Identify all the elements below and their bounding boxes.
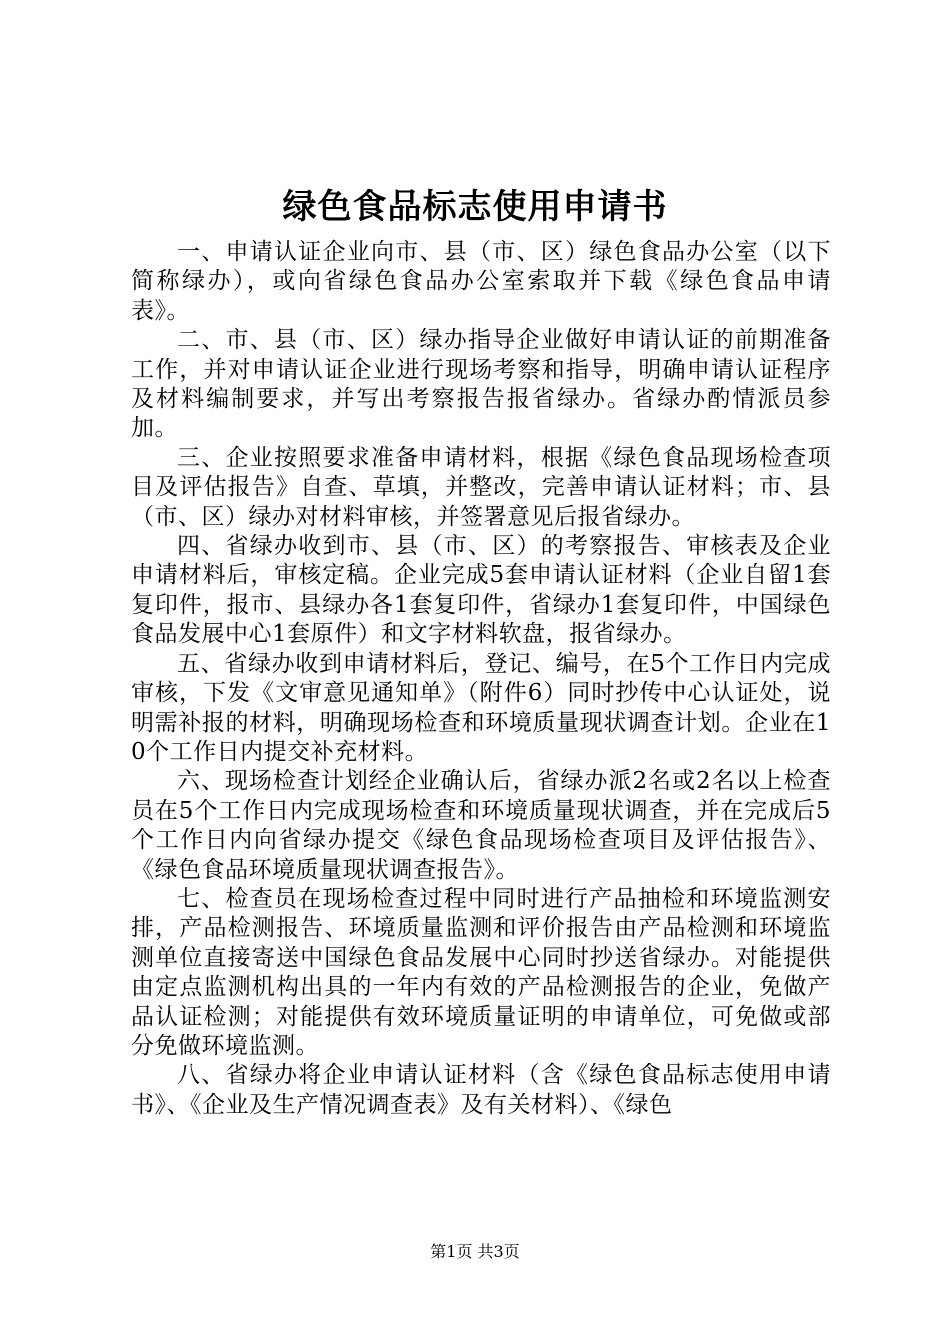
- paragraph-6: 六、现场检查计划经企业确认后，省绿办派2名或2名以上检查员在5个工作日内完成现场检查和环境质量现状调查，并在完成后5个工作日内向省绿办提交《绿色食品现场检查项目及评估报告》、《绿色食品环境质量现状调查报告》。: [131, 768, 831, 883]
- paragraph-3: 三、企业按照要求准备申请材料，根据《绿色食品现场检查项目及评估报告》自查、草填，并整改，完善申请认证材料；市、县（市、区）绿办对材料审核，并签署意见后报省绿办。: [131, 444, 831, 530]
- paragraph-8: 八、省绿办将企业申请认证材料（含《绿色食品标志使用申请书》、《企业及生产情况调查表》及有关材料）、《绿色: [131, 1062, 831, 1118]
- paragraph-4: 四、省绿办收到市、县（市、区）的考察报告、审核表及企业申请材料后，审核定稿。企业完成5套申请认证材料（企业自留1套复印件，报市、县绿办各1套复印件，省绿办1套复印件，中国绿色食品发展中心1套原件）和文字材料软盘，报省绿办。: [131, 533, 831, 648]
- document-title: 绿色食品标志使用申请书: [282, 187, 668, 227]
- paragraph-2: 二、市、县（市、区）绿办指导企业做好申请认证的前期准备工作，并对申请认证企业进行现场考察和指导，明确申请认证程序及材料编制要求，并写出考察报告报省绿办。省绿办酌情派员参加。: [131, 327, 831, 442]
- page-footer: 第1页 共3页: [430, 1242, 520, 1261]
- paragraph-1: 一、申请认证企业向市、县（市、区）绿色食品办公室（以下简称绿办），或向省绿色食品办公室索取并下载《绿色食品申请表》。: [131, 239, 831, 324]
- paragraph-7: 七、检查员在现场检查过程中同时进行产品抽检和环境监测安排，产品检测报告、环境质量监测和评价报告由产品检测和环境监测单位直接寄送中国绿色食品发展中心同时抄送省绿办。对能提供由定点监测机构出具的一年内有效的产品检测报告的企业，免做产品认证检测；对能提供有效环境质量证明的申请单位，可免做或部分免做环境监测。: [131, 885, 831, 1059]
- paragraph-5: 五、省绿办收到申请材料后，登记、编号，在5个工作日内完成审核，下发《文审意见通知单》（附件6）同时抄传中心认证处，说明需补报的材料，明确现场检查和环境质量现状调查计划。企业在10个工作日内提交补充材料。: [131, 650, 831, 765]
- document-body: [131, 238, 831, 1120]
